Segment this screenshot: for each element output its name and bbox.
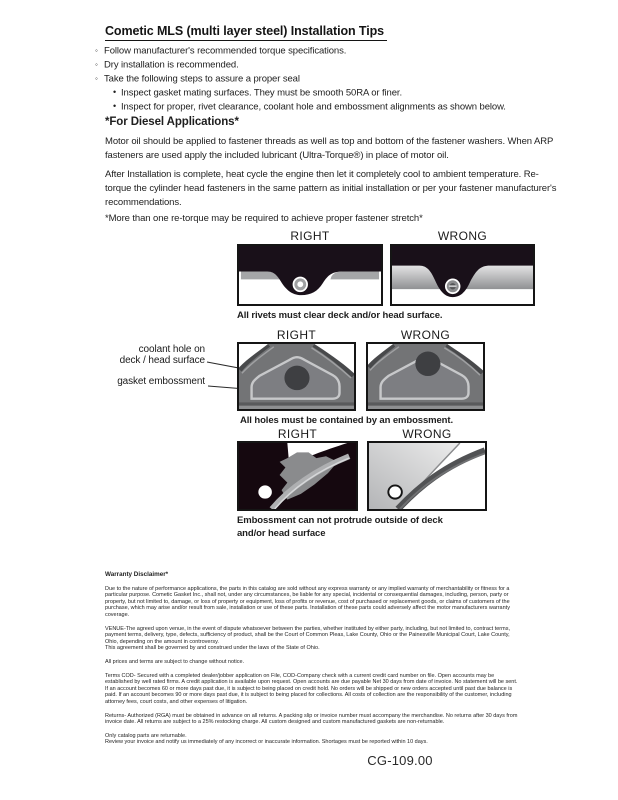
caption-line: Embossment can not protrude outside of deck — [237, 515, 443, 526]
fig1-wrong-diagram — [390, 244, 535, 306]
fig1-right-diagram — [237, 244, 383, 306]
diesel-paragraph-2: After Installation is complete, heat cycle the engine then let it completely cool to ambient temperature. Re-torque the cylinder head fasteners in the same pattern as initial installation or per your fastener manufacturer's recommendations. — [105, 169, 557, 208]
rivet-clear-wrong-illustration — [392, 246, 533, 304]
list-item — [95, 58, 565, 72]
list-item — [113, 100, 565, 114]
fig2-right-label: RIGHT — [276, 328, 317, 342]
dot-bullet-icon: • — [113, 101, 117, 111]
diesel-heading: *For Diesel Applications* — [105, 116, 239, 128]
disclaimer-paragraph: This agreement shall be governed by and construed under the laws of the State of Ohio. — [105, 645, 320, 652]
fig3-right-diagram — [237, 441, 358, 511]
disclaimer-paragraph: Only catalog parts are returnable. — [105, 732, 187, 739]
embossment-protrude-right-illustration — [239, 443, 356, 509]
fig3-caption — [237, 515, 537, 540]
page-title: Cometic MLS (multi layer steel) Installation Tips — [105, 24, 387, 41]
caption-line: and/or head surface — [237, 527, 326, 539]
dot-bullet-icon: • — [113, 87, 117, 97]
hole-contained-right-illustration — [239, 344, 354, 409]
fig3-right-label: RIGHT — [277, 427, 318, 441]
fig1-wrong-label: WRONG — [437, 229, 488, 243]
warranty-disclaimer-section — [105, 572, 520, 753]
tip-text: Take the following steps to assure a proper seal — [104, 73, 300, 85]
fig3-wrong-diagram — [367, 441, 487, 511]
tip-text: Follow manufacturer's recommended torque specifications. — [104, 45, 347, 57]
tip-text: Inspect for proper, rivet clearance, coolant hole and embossment alignments as shown below. — [121, 101, 506, 113]
fig1-caption: All rivets must clear deck and/or head surface. — [237, 310, 443, 321]
page-code: CG-109.00 — [367, 753, 433, 768]
disclaimer-heading: Warranty Disclaimer* — [105, 571, 169, 578]
tip-text: Dry installation is recommended. — [104, 59, 239, 71]
disclaimer-paragraph: VENUE-The agreed upon venue, in the event of dispute whatsoever between the parties, whether instituted by either party, including, but not limited to, contract terms, payment terms, delivery, type, defects, sufficiency of product, shall be the Court of Common Pleas, Lake County, Ohio or the Painesville Municipal Court, Lake County, Ohio, depending on the amount in controversy. — [105, 625, 510, 645]
disclaimer-paragraph: Terms COD- Secured with a completed dealer/jobber application on File, COD-Company check with a current credit card number on file. Open accounts may be established by well rated firms. A credit application is available upon request. Open accounts are due payable Net 30 days from date of invoice. No statement will be sent. If an account becomes 60 or more days past due, it is subject to being placed on credit hold. No orders will be shipped or new orders accepted until past due balance is paid. If an account becomes 90 or more days past due, it is subject to being placed for collections. All costs of collection are the responsibility of the customer, including attorney fees, court costs, and other expenses of litigation. — [105, 672, 518, 705]
disclaimer-paragraph: All prices and terms are subject to change without notice. — [105, 658, 245, 665]
disclaimer-paragraph: Review your invoice and notify us immediately of any incorrect or inaccurate information. Shortages must be reported within 10 days. — [105, 739, 428, 746]
list-item — [113, 86, 565, 100]
fig3-wrong-label: WRONG — [402, 427, 452, 441]
annotation-text: coolant hole on — [138, 344, 205, 355]
embossment-protrude-wrong-illustration — [369, 443, 485, 509]
tip-text: Inspect gasket mating surfaces. They must be smooth 50RA or finer. — [121, 87, 403, 99]
disclaimer-paragraph: Returns- Authorized (RGA) must be obtained in advance on all returns. A packing slip or invoice number must accompany the merchandise. No returns after 30 days from invoice date. All returns are subject to a 25% restocking charge. All custom designed and custom manufactured gaskets are non-returnable. — [105, 712, 518, 726]
fig2-caption: All holes must be contained by an embossment. — [240, 415, 453, 426]
circle-bullet-icon: ◦ — [95, 74, 98, 83]
fig2-right-diagram — [237, 342, 356, 411]
circle-bullet-icon: ◦ — [95, 46, 98, 55]
annotation-text: deck / head surface — [119, 355, 205, 366]
coolant-hole-annotation — [83, 344, 205, 366]
list-item — [95, 72, 565, 86]
fig2-wrong-label: WRONG — [400, 328, 451, 342]
retorque-note: *More than one re-torque may be required to achieve proper fastener stretch* — [105, 213, 423, 224]
disclaimer-paragraph: Due to the nature of performance applications, the parts in this catalog are sold without any express warranty or any implied warranty of merchantability or fitness for a particular purpose. Cometic Gasket Inc., shall not, under any circumstances, be liable for any special, incidental or consequential damages, including, person, party or property, but not limited to, damage, or loss of property or equipment, loss of profits or revenue, cost of purchased or replacement goods, or claims of customers of the purchase, which may arise and/or result from sale, installation or use of these parts. Installation of these parts could adversely affect the motor manufacturers warranty coverage. — [105, 585, 510, 618]
diesel-paragraph-1: Motor oil should be applied to fastener threads as well as top and bottom of the fastener washers. When ARP fasteners are used apply the included lubricant (Ultra-Torque®) in place of motor oil. — [105, 136, 554, 161]
circle-bullet-icon: ◦ — [95, 60, 98, 69]
rivet-clear-right-illustration — [239, 246, 381, 304]
installation-tips-list — [95, 44, 565, 114]
list-item — [95, 44, 565, 58]
fig2-wrong-diagram — [366, 342, 485, 411]
hole-contained-wrong-illustration — [368, 344, 483, 409]
fig1-right-label: RIGHT — [290, 229, 330, 243]
gasket-embossment-annotation: gasket embossment — [117, 376, 205, 387]
